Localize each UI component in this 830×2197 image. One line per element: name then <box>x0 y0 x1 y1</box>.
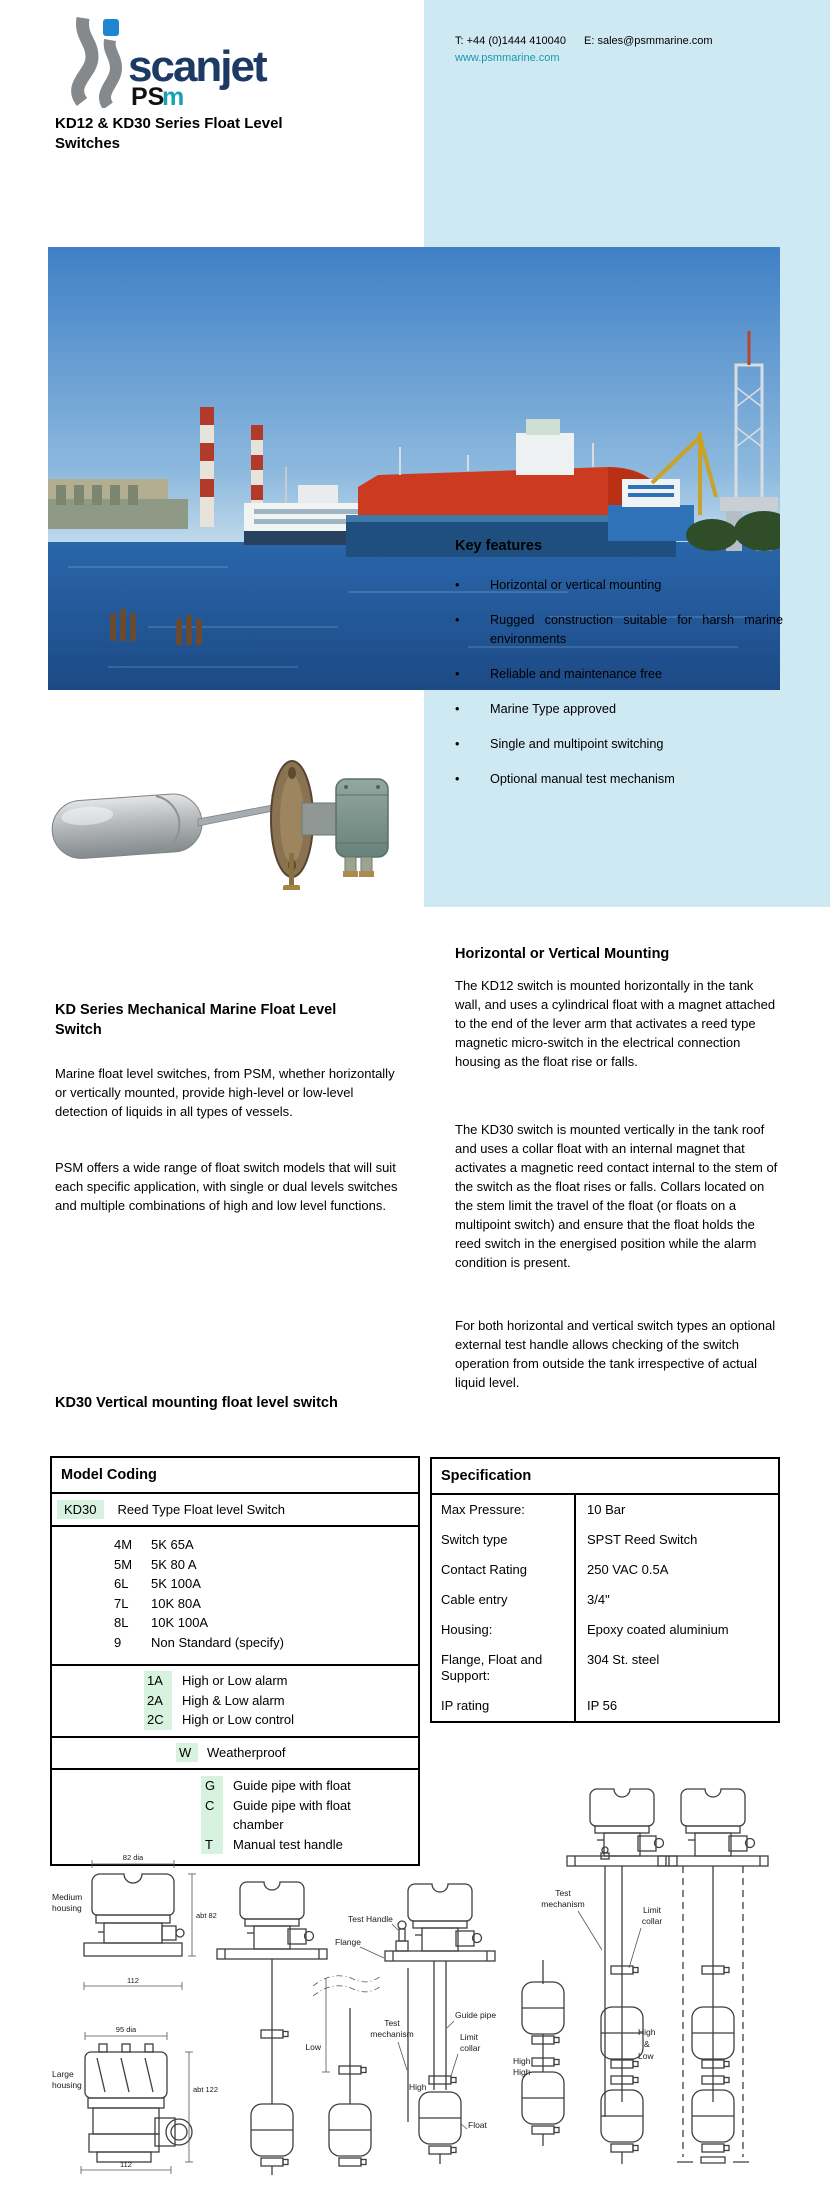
flange-label: Flange <box>335 1937 361 1947</box>
kd-series-paragraph-1: Marine float level switches, from PSM, whether horizontally or vertically mounted, provide high-level or low-level detection of liquids in all types of vessels. <box>55 1066 395 1119</box>
float-switch-photo-graphic <box>40 695 390 890</box>
logo-stroke-2 <box>105 40 116 106</box>
high-high-label: High <box>513 2056 531 2066</box>
bullet-icon <box>455 665 490 684</box>
spec-label: Switch type <box>441 1532 508 1547</box>
table-row: 6L 5K 100A <box>114 1576 201 1591</box>
dim-95-dia: 95 dia <box>115 2025 137 2034</box>
model-code-kd30: KD30 <box>57 1500 104 1519</box>
table-row <box>52 1494 418 1527</box>
contact-block <box>455 33 713 67</box>
list-item: • Reliable and maintenance free <box>455 665 783 684</box>
model-coding-heading: Model Coding <box>52 1458 418 1494</box>
test-mechanism-label: Test <box>384 2018 400 2028</box>
high-and-low-label: High <box>638 2027 656 2037</box>
key-features-heading: Key features <box>455 538 543 554</box>
test-mechanism-label: mechanism <box>370 2029 414 2039</box>
table-row: 8L 10K 100A <box>114 1615 209 1630</box>
list-item: • Marine Type approved <box>455 700 783 719</box>
float-label: Float <box>468 2120 487 2130</box>
page-title: KD12 & KD30 Series Float Level Switches <box>55 115 283 152</box>
logo-stroke-1 <box>78 18 92 102</box>
dim-112: 112 <box>120 2160 132 2169</box>
test-mechanism-label: mechanism <box>541 1899 585 1909</box>
table-row: G Guide pipe with float <box>201 1776 418 1796</box>
specification-heading: Specification <box>432 1459 778 1495</box>
medium-housing-label: Medium <box>52 1892 83 1902</box>
bullet-icon <box>455 576 490 595</box>
specification-body <box>432 1495 778 1721</box>
email-address: E: sales@psmmarine.com <box>584 35 713 47</box>
specification-table <box>430 1457 780 1723</box>
kd30-section-heading: KD30 Vertical mounting float level switch <box>55 1395 338 1411</box>
guide-pipe-label: Guide pipe <box>455 2010 497 2020</box>
limit-collar-label: Limit <box>643 1905 661 1915</box>
limit-collar-label: collar <box>460 2043 481 2053</box>
logo-m: m <box>162 83 185 108</box>
mounting-paragraph-3: For both horizontal and vertical switch types an optional external test handle allows checking of the switch operation from outside the tank irrespective of actual liquid level. <box>455 1318 776 1390</box>
limit-collar-label: collar <box>641 1916 663 1926</box>
spec-value: Epoxy coated aluminium <box>574 1615 778 1645</box>
scanjet-psm-logo <box>58 10 278 108</box>
limit-collar-label: Limit <box>460 2032 478 2042</box>
logo-blue-dot <box>103 19 119 36</box>
dim-82-dia: 82 dia <box>122 1853 144 1862</box>
list-item: • Rugged construction suitable for harsh marine environments <box>455 611 783 649</box>
spec-value: 250 VAC 0.5A <box>574 1555 778 1585</box>
table-row: T Manual test handle <box>201 1835 418 1855</box>
logo-graphic <box>58 10 278 108</box>
mounting-paragraph-1: The KD12 switch is mounted horizontally in the tank wall, and uses a cylindrical float with a magnet attached to the end of the lever arm that activates a reed type magnetic micro-switch in the electrical connection housing as the float rise or falls. <box>455 978 776 1069</box>
high-and-low-label: & <box>644 2039 650 2049</box>
medium-housing-label: housing <box>52 1903 82 1913</box>
test-handle-label: Test Handle <box>348 1914 393 1924</box>
table-row: 5M 5K 80 A <box>114 1556 197 1572</box>
large-housing-label: housing <box>52 2080 82 2090</box>
table-row: 4M 5K 65A <box>114 1537 194 1552</box>
product-photo <box>40 695 390 890</box>
level-codes-section <box>52 1666 418 1738</box>
list-item: • Single and multipoint switching <box>455 735 783 754</box>
key-features-section <box>455 538 783 805</box>
spec-value: 3/4" <box>574 1585 778 1615</box>
spec-label: Housing: <box>441 1622 493 1637</box>
bullet-icon <box>455 700 490 719</box>
mounting-heading: Horizontal or Vertical Mounting <box>455 946 670 962</box>
kd-series-paragraph-2: PSM offers a wide range of float switch models that will suit each specific application, with single or dual levels switches and multiple combinations of high and low level functions. <box>55 1160 398 1213</box>
table-row: 7L 10K 80A <box>114 1595 201 1611</box>
spec-value: IP 56 <box>574 1691 778 1721</box>
spec-value: 304 St. steel <box>574 1645 778 1691</box>
kd-series-heading: KD Series Mechanical Marine Float Level Switch <box>55 1002 337 1038</box>
website-link[interactable]: www.psmmarine.com <box>455 52 560 64</box>
weatherproof-row: W Weatherproof <box>52 1738 418 1771</box>
table-row: 2C High or Low control <box>144 1710 418 1730</box>
logo-ps: PS <box>131 83 165 108</box>
high-and-low-label: Low <box>638 2051 654 2061</box>
spec-label: Max Pressure: <box>441 1502 525 1517</box>
spec-value: SPST Reed Switch <box>574 1525 778 1555</box>
spec-label: Contact Rating <box>441 1562 527 1577</box>
model-code-kd30-label: Reed Type Float level Switch <box>117 1502 285 1517</box>
large-housing-label: Large <box>52 2069 74 2079</box>
size-codes-section <box>52 1527 418 1666</box>
test-mechanism-label: Test <box>555 1888 571 1898</box>
list-item: • Optional manual test mechanism <box>455 770 783 789</box>
low-label: Low <box>305 2042 321 2052</box>
dim-abt-122: abt 122 <box>193 2085 219 2094</box>
spec-value: 10 Bar <box>574 1495 778 1525</box>
bullet-icon <box>455 735 490 754</box>
dim-abt-82: abt 82 <box>196 1911 217 1920</box>
mounting-paragraph-2: The KD30 switch is mounted vertically in the tank roof and uses a collar float with an internal magnet that activates a magnetic reed contact internal to the stem of the switch as the float rises or falls. Collars located on the stem limit the travel of the float (or floats on a multipoint switch) and ensure that the float holds the reed switch in the energised position while the alarm condition is present. <box>455 1122 778 1270</box>
table-row: 1A High or Low alarm <box>144 1671 418 1691</box>
high-label: High <box>409 2082 427 2092</box>
bullet-icon <box>455 770 490 789</box>
table-row: C Guide pipe with float chamber <box>201 1796 418 1835</box>
table-row: 9 Non Standard (specify) <box>114 1634 284 1650</box>
technical-drawings <box>30 1772 800 2197</box>
table-row: 2A High & Low alarm <box>144 1691 418 1711</box>
spec-label: Flange, Float and Support: <box>441 1652 543 1683</box>
dim-112: 112 <box>127 1976 139 1985</box>
list-item: • Horizontal or vertical mounting <box>455 576 783 595</box>
high-high-label: High <box>513 2067 531 2077</box>
technical-drawings-graphic <box>30 1772 800 2197</box>
spec-label: IP rating <box>441 1698 490 1713</box>
bullet-icon <box>455 611 490 649</box>
spec-label: Cable entry <box>441 1592 508 1607</box>
phone-number: T: +44 (0)1444 410040 <box>455 35 567 47</box>
logo-wordmark: scanjet <box>128 42 266 91</box>
